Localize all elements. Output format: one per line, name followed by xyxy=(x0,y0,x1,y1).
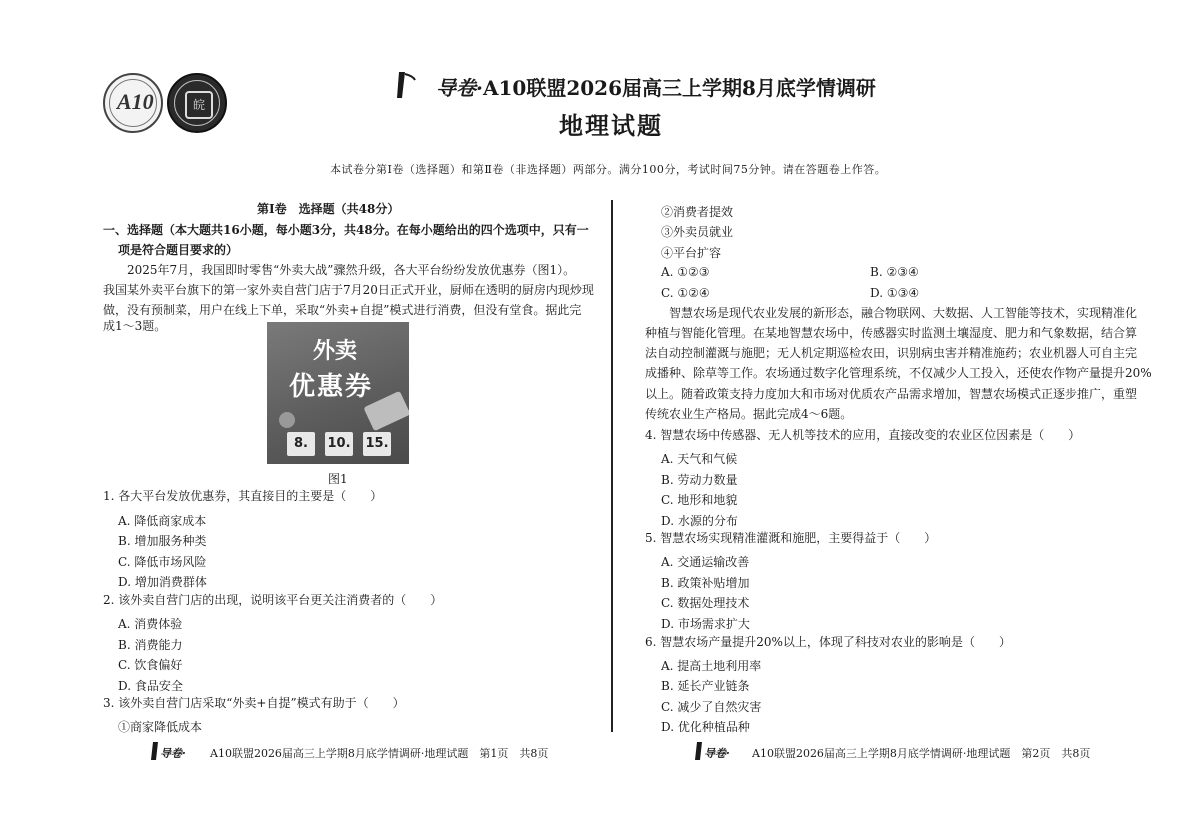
passage1-line: 做，没有预制菜，用户在线上下单，采取“外卖+自提”模式进行消费，但没有堂食。据此完 xyxy=(103,303,582,317)
passage1-line: 2025年7月，我国即时零售“外卖大战”骤然升级，各大平台纷纷发放优惠券（图1）。 xyxy=(103,263,576,277)
question-4-option: C. 地形和地貌 xyxy=(661,493,738,507)
question-6-option: A. 提高土地利用率 xyxy=(661,659,762,673)
question-4-option: D. 水源的分布 xyxy=(661,514,738,528)
passage2-line: 种植与智能化管理。在某地智慧农场中，传感器实时监测土壤湿度、肥力和气象数据，结合算 xyxy=(645,326,1138,340)
question-6-stem: 6. 智慧农场产量提升20%以上，体现了科技对农业的影响是（ ） xyxy=(645,635,1011,649)
passage2-line: 以上。随着政策支持力度加大和市场对优质农产品需求增加，智慧农场模式正逐步推广，重塑 xyxy=(645,387,1138,401)
question-3-item: ②消费者提效 xyxy=(661,205,734,219)
question-4-option: B. 劳动力数量 xyxy=(661,473,738,487)
question-3-option: A. ①②③ xyxy=(661,265,710,279)
question-2-option: B. 消费能力 xyxy=(118,638,183,652)
figure-caption: 图1 xyxy=(328,472,348,486)
figure-decoration xyxy=(279,412,295,428)
footer-brand: 导卷· xyxy=(160,747,186,760)
question-4-stem: 4. 智慧农场中传感器、无人机等技术的应用，直接改变的农业区位因素是（ ） xyxy=(645,428,1081,442)
question-3-option: B. ②③④ xyxy=(870,265,919,279)
question-2-option: D. 食品安全 xyxy=(118,679,183,693)
exam-note: 本试卷分第Ⅰ卷（选择题）和第Ⅱ卷（非选择题）两部分。满分100分，考试时间75分钟。请在答题卷上作答。 xyxy=(330,163,887,176)
question-5-stem: 5. 智慧农场实现精准灌溉和施肥，主要得益于（ ） xyxy=(645,531,937,545)
question-3-option: D. ①③④ xyxy=(870,286,920,300)
question-5-option: B. 政策补贴增加 xyxy=(661,576,750,590)
education-seal-logo: 皖 xyxy=(167,73,227,133)
figure-coupon: 10. xyxy=(325,432,353,456)
alliance-seal-logo: A10 xyxy=(103,73,163,133)
question-1-option: B. 增加服务种类 xyxy=(118,534,207,548)
question-1-option: C. 降低市场风险 xyxy=(118,555,207,569)
question-3-option: C. ①②④ xyxy=(661,286,710,300)
question-5-option: D. 市场需求扩大 xyxy=(661,617,750,631)
passage2-line: 智慧农场是现代农业发展的新形态，融合物联网、大数据、人工智能等技术，实现精准化 xyxy=(645,306,1138,320)
question-6-option: B. 延长产业链条 xyxy=(661,679,750,693)
footer-right-page-info: A10联盟2026届高三上学期8月底学情调研·地理试题 第2页 共8页 xyxy=(752,747,1091,760)
section-instruction-1: 一、选择题（本大题共16小题，每小题3分，共48分。在每小题给出的四个选项中，只有一 xyxy=(103,223,589,237)
question-1-option: D. 增加消费群体 xyxy=(118,575,207,589)
figure-coupon: 15. xyxy=(363,432,391,456)
coupon-figure xyxy=(267,322,409,464)
passage2-line: 传统农业生产格局。据此完成4～6题。 xyxy=(645,407,853,421)
question-3-item: ③外卖员就业 xyxy=(661,225,734,239)
question-6-option: C. 减少了自然灾害 xyxy=(661,700,762,714)
question-2-option: A. 消费体验 xyxy=(118,617,183,631)
footer-brand: 导卷· xyxy=(704,747,730,760)
passage2-line: 法自动控制灌溉与施肥；无人机定期巡检农田，识别病虫害并精准施药；农业机器人可自主完 xyxy=(645,346,1138,360)
passage2-line: 成播种、除草等工作。农场通过数字化管理系统，不仅减少人工投入，还使农作物产量提升20% xyxy=(645,366,1152,380)
brand-name: 导卷· xyxy=(436,76,483,100)
section-instruction-2: 项是符合题目要求的） xyxy=(118,243,239,257)
exam-title: 导卷·A10联盟2026届高三上学期8月底学情调研 xyxy=(436,76,876,100)
section-title: 第Ⅰ卷 选择题（共48分） xyxy=(257,202,400,216)
question-5-option: A. 交通运输改善 xyxy=(661,555,750,569)
question-1-stem: 1. 各大平台发放优惠券，其直接目的主要是（ ） xyxy=(103,489,383,503)
question-3-stem: 3. 该外卖自营门店采取“外卖+自提”模式有助于（ ） xyxy=(103,696,405,710)
figure-coupon: 8. xyxy=(287,432,315,456)
column-divider xyxy=(611,200,613,732)
question-6-option: D. 优化种植品种 xyxy=(661,720,750,734)
subject-title: 地理试题 xyxy=(559,111,663,140)
question-3-item: ④平台扩容 xyxy=(661,246,722,260)
question-2-option: C. 饮食偏好 xyxy=(118,658,183,672)
question-5-option: C. 数据处理技术 xyxy=(661,596,750,610)
question-4-option: A. 天气和气候 xyxy=(661,452,738,466)
question-1-option: A. 降低商家成本 xyxy=(118,514,207,528)
question-2-stem: 2. 该外卖自营门店的出现，说明该平台更关注消费者的（ ） xyxy=(103,593,443,607)
footer-left-page-info: A10联盟2026届高三上学期8月底学情调研·地理试题 第1页 共8页 xyxy=(210,747,549,760)
brand-brush-icon xyxy=(393,70,419,100)
question-3-item: ①商家降低成本 xyxy=(118,720,203,734)
passage1-line: 成1～3题。 xyxy=(103,319,167,333)
figure-text-line2: 优惠券 xyxy=(289,372,374,402)
figure-text-line1: 外卖 xyxy=(313,339,358,364)
passage1-line: 我国某外卖平台旗下的第一家外卖自营门店于7月20日正式开业，厨师在透明的厨房内现炒现 xyxy=(103,283,594,297)
